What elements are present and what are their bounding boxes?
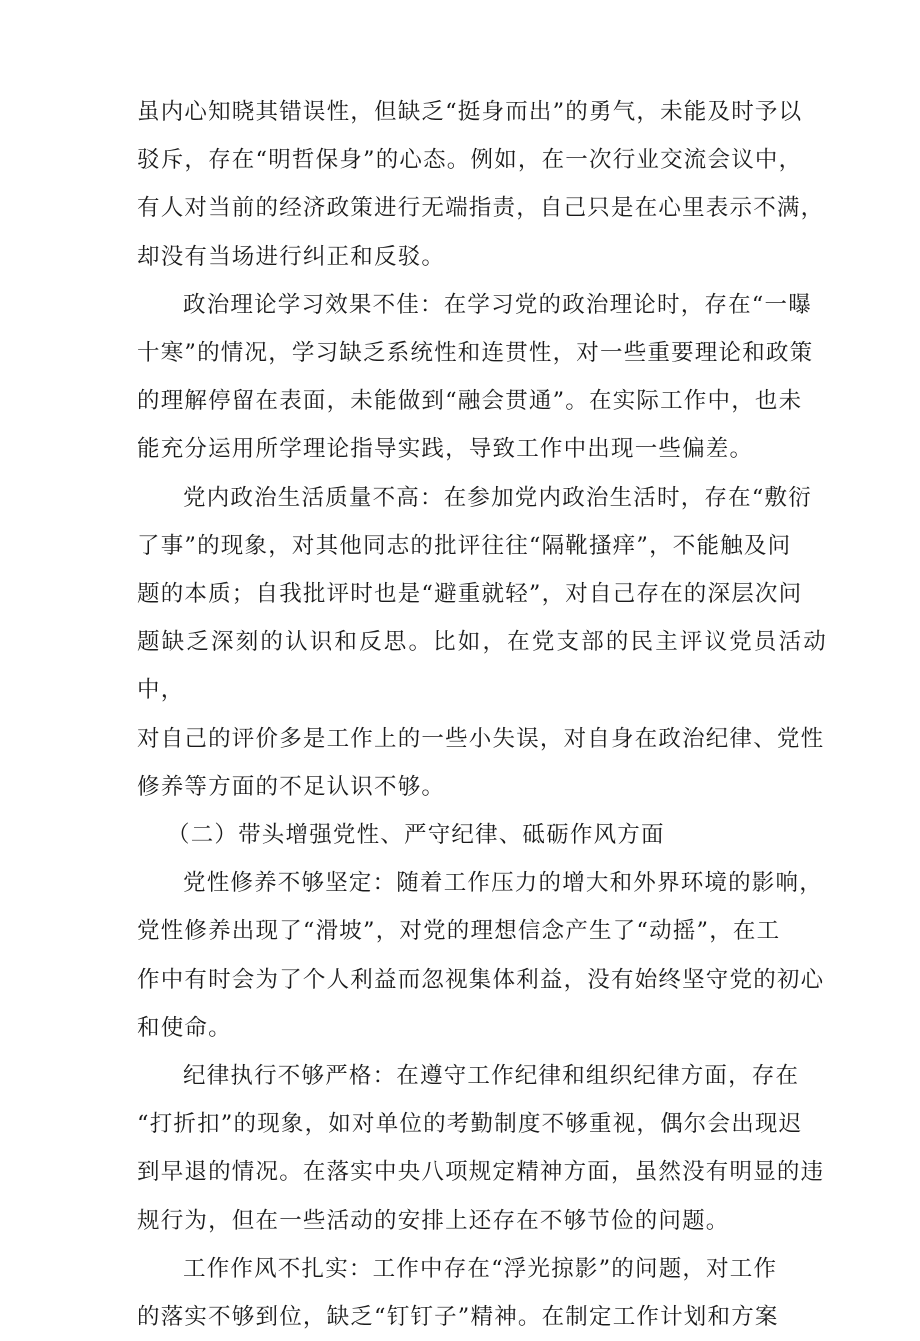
paragraph-continuation: 虽内心知晓其错误性，但缺乏“挺身而出”的勇气，未能及时予以 驳斥，存在“明哲保身”的心态。例如，在一次行业交流会议中， 有人对当前的经济政策进行无端指责，自己只是在心里表示不满， 却没有当场进行纠正和反驳。 [137,99,825,270]
document-body [137,88,827,1341]
paragraph-party-spirit: 党性修养不够坚定：随着工作压力的增大和外界环境的影响， 党性修养出现了“滑坡”，对党的理想信念产生了“动摇”，在工 作中有时会为了个人利益而忽视集体利益，没有始终坚守党的初心 和使命。 [137,870,825,1041]
paragraph-work-style: 工作作风不扎实：工作中存在“浮光掠影”的问题，对工作 的落实不够到位，缺乏“钉钉子”精神。在制定工作计划和方案 [137,1255,779,1331]
section-heading-2: （二）带头增强党性、严守纪律、砥砺作风方面 [167,822,665,849]
paragraph-discipline: 纪律执行不够严格：在遵守工作纪律和组织纪律方面，存在 “打折扣”的现象，如对单位的考勤制度不够重视，偶尔会出现迟 到早退的情况。在落实中央八项规定精神方面，虽然没有明显的违 规行为，但在一些活动的安排上还存在不够节俭的问题。 [137,1063,825,1234]
paragraph-political-theory-study: 政治理论学习效果不佳：在学习党的政治理论时，存在“一曝 十寒”的情况，学习缺乏系统性和连贯性，对一些重要理论和政策 的理解停留在表面，未能做到“融会贯通”。在实际工作中，也未 能充分运用所学理论指导实践，导致工作中出现一些偏差。 [137,291,814,463]
paragraph-party-political-life: 党内政治生活质量不高：在参加党内政治生活时，存在“敷衍 了事”的现象，对其他同志的批评往往“隔靴搔痒”，不能触及问 题的本质；自我批评时也是“避重就轻”，对自己存在的深层次问 题缺乏深刻的认识和反思。比如，在党支部的民主评议党员活动中， 对自己的评价多是工作上的一些小失误，对自身在政治纪律、党性 修养等方面的不足认识不够。 [137,484,827,800]
